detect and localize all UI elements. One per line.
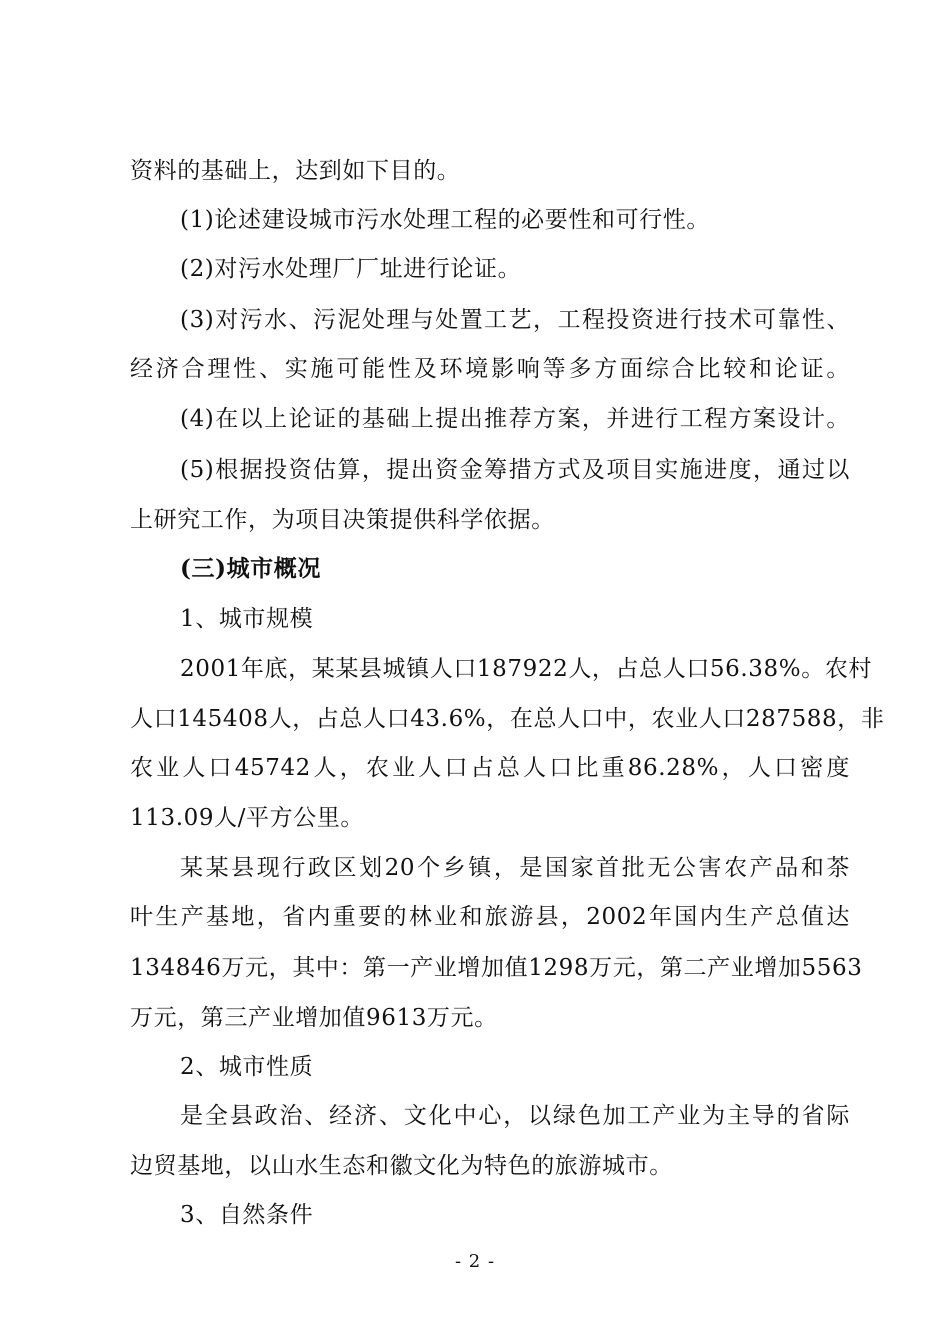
population-paragraph-line-1: 2001年底，某某县城镇人口187922人，占总人口56.38%。农村 bbox=[180, 656, 873, 682]
list-item-1: (1)论述建设城市污水处理工程的必要性和可行性。 bbox=[180, 207, 710, 233]
economy-paragraph-line-3: 134846万元，其中：第一产业增加值1298万元，第二产业增加5563 bbox=[130, 955, 863, 981]
subheading-city-nature: 2、城市性质 bbox=[180, 1054, 314, 1080]
list-item-4: (4)在以上论证的基础上提出推荐方案，并进行工程方案设计。 bbox=[180, 406, 850, 432]
economy-paragraph-line-4: 万元，第三产业增加值9613万元。 bbox=[130, 1005, 498, 1031]
economy-paragraph-line-2: 叶生产基地，省内重要的林业和旅游县，2002年国内生产总值达 bbox=[130, 904, 850, 930]
subheading-city-scale: 1、城市规模 bbox=[180, 606, 314, 632]
section-heading: (三)城市概况 bbox=[180, 555, 321, 582]
population-paragraph-line-2: 人口145408人，占总人口43.6%，在总人口中，农业人口287588，非 bbox=[130, 706, 885, 732]
city-nature-line-2: 边贸基地，以山水生态和徽文化为特色的旅游城市。 bbox=[130, 1153, 673, 1179]
subheading-natural-conditions: 3、自然条件 bbox=[180, 1202, 314, 1228]
text-line-1: 资料的基础上，达到如下目的。 bbox=[130, 158, 461, 184]
list-item-5-line-2: 上研究工作，为项目决策提供科学依据。 bbox=[130, 507, 555, 533]
list-item-2: (2)对污水处理厂厂址进行论证。 bbox=[180, 256, 522, 282]
page-number: - 2 - bbox=[454, 1251, 496, 1272]
list-item-3-line-1: (3)对污水、污泥处理与处置工艺，工程投资进行技术可靠性、 bbox=[180, 307, 850, 333]
population-paragraph-line-4: 113.09人/平方公里。 bbox=[130, 805, 365, 831]
list-item-3-line-2: 经济合理性、实施可能性及环境影响等多方面综合比较和论证。 bbox=[130, 356, 850, 382]
list-item-5-line-1: (5)根据投资估算，提出资金筹措方式及项目实施进度，通过以 bbox=[180, 457, 850, 483]
city-nature-line-1: 是全县政治、经济、文化中心，以绿色加工产业为主导的省际 bbox=[180, 1103, 850, 1129]
population-paragraph-line-3: 农业人口45742人，农业人口占总人口比重86.28%，人口密度 bbox=[130, 755, 850, 781]
economy-paragraph-line-1: 某某县现行政区划20个乡镇，是国家首批无公害农产品和茶 bbox=[180, 855, 850, 881]
